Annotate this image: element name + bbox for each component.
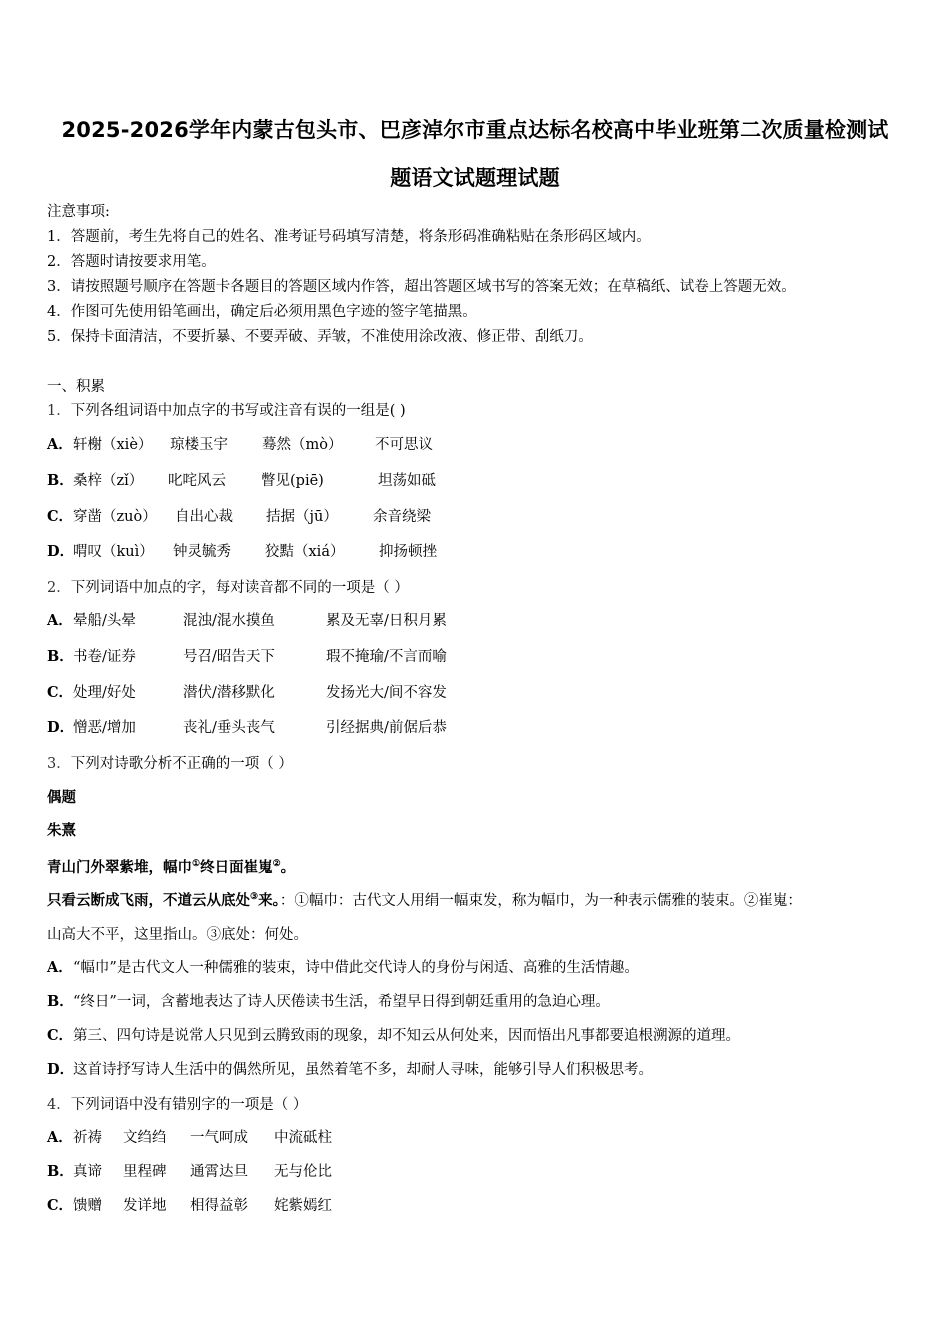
q1-option-d xyxy=(47,542,437,562)
footnote-mark: ① xyxy=(192,859,201,869)
option-cell: 通霄达旦 xyxy=(190,1164,248,1180)
poem-text: 青山门外翠紫堆，幅巾 xyxy=(47,858,192,876)
option-cell: 累及无辜/日积月累 xyxy=(326,613,447,629)
option-cell: 中流砥柱 xyxy=(274,1130,332,1146)
option-cell: 坦荡如砥 xyxy=(378,473,436,489)
option-cell: 喟叹（kuì） xyxy=(73,544,154,560)
q1-option-c xyxy=(47,507,431,527)
poem-text: 只看云断成飞雨，不道云从底处 xyxy=(47,891,250,909)
question-4-stem xyxy=(47,1095,307,1115)
poem-text: 来。 xyxy=(258,891,280,909)
option-cell: 穿凿（zuò） xyxy=(73,509,157,525)
option-label: A． xyxy=(47,959,73,976)
option-cell: 狡黠（xiá） xyxy=(265,544,345,560)
option-text: 这首诗抒写诗人生活中的偶然所见，虽然着笔不多，却耐人寻味，能够引导人们积极思考。 xyxy=(73,1062,653,1078)
option-cell: 憎恶/增加 xyxy=(73,720,136,736)
option-label: C． xyxy=(47,508,74,525)
option-cell: 书卷/证券 xyxy=(73,649,136,665)
option-cell: 琼楼玉宇 xyxy=(170,437,228,453)
q3-option-b xyxy=(47,992,610,1012)
option-text: “幅巾”是古代文人一种儒雅的装束，诗中借此交代诗人的身份与闲适、高雅的生活情趣。 xyxy=(73,960,639,976)
q4-option-c xyxy=(47,1196,332,1216)
option-cell: 抑扬顿挫 xyxy=(379,544,437,560)
q2-option-b xyxy=(47,647,447,667)
poem-line-1 xyxy=(47,854,295,878)
question-number: 3． xyxy=(47,756,71,772)
q3-option-a xyxy=(47,958,639,978)
option-cell: 里程碑 xyxy=(123,1164,167,1180)
option-cell: 无与伦比 xyxy=(274,1164,332,1180)
option-cell: 混浊/混水摸鱼 xyxy=(183,613,275,629)
question-2-stem xyxy=(47,578,409,598)
question-text: 下列对诗歌分析不正确的一项（ ） xyxy=(70,756,293,772)
q2-option-a xyxy=(47,611,447,631)
option-label: C． xyxy=(47,1197,74,1214)
option-label: C． xyxy=(47,684,74,701)
poem-line-2 xyxy=(47,887,802,911)
option-cell: 瑕不掩瑜/不言而喻 xyxy=(326,649,447,665)
option-cell: 丧礼/垂头丧气 xyxy=(183,720,275,736)
question-number: 1． xyxy=(47,403,71,419)
option-text: 第三、四句诗是说常人只见到云腾致雨的现象，却不知云从何处来，因而悟出凡事都要追根溯源的道理。 xyxy=(73,1028,740,1044)
notes-heading: 注意事项: xyxy=(47,204,110,220)
doc-title-line-1: 2025-2026学年内蒙古包头市、巴彦淖尔市重点达标名校高中毕业班第二次质量检测试 xyxy=(61,118,889,142)
question-text: 下列词语中没有错别字的一项是（ ） xyxy=(70,1097,308,1113)
question-number: 4． xyxy=(47,1097,71,1113)
option-cell: 拮据（jū） xyxy=(266,509,338,525)
note-item: 5．保持卡面清洁，不要折暴、不要弄破、弄皱，不准使用涂改液、修正带、刮纸刀。 xyxy=(47,329,593,345)
option-cell: 瞥见(piē) xyxy=(261,473,324,489)
option-cell: 发详地 xyxy=(123,1198,167,1214)
option-cell: 相得益彰 xyxy=(190,1198,248,1214)
footnote-mark: ② xyxy=(272,859,281,869)
option-cell: 轩榭（xiè） xyxy=(73,437,153,453)
option-label: B． xyxy=(47,648,74,665)
option-cell: 一气呵成 xyxy=(190,1130,248,1146)
question-1-stem xyxy=(47,401,406,421)
option-cell: 引经据典/前倨后恭 xyxy=(326,720,447,736)
option-cell: 处理/好处 xyxy=(73,685,136,701)
option-cell: 潜伏/潜移默化 xyxy=(183,685,275,701)
option-label: B． xyxy=(47,472,74,489)
option-cell: 余音绕梁 xyxy=(373,509,431,525)
note-item: 4．作图可先使用铅笔画出，确定后必须用黑色字迹的签字笔描黑。 xyxy=(47,304,477,320)
option-label: A． xyxy=(47,612,73,629)
option-cell: 号召/昭告天下 xyxy=(183,649,275,665)
option-cell: 发扬光大/间不容发 xyxy=(326,685,447,701)
question-text: 下列各组词语中加点字的书写或注音有误的一组是( ) xyxy=(70,403,406,419)
poem-notes: ：①幅巾：古代文人用绢一幅束发，称为幅巾，为一种表示儒雅的装束。②崔嵬： xyxy=(279,892,802,909)
note-item: 3．请按照题号顺序在答题卡各题目的答题区域内作答，超出答题区域书写的答案无效；在草稿纸、试卷上答题无效。 xyxy=(47,279,796,295)
option-cell: 晕船/头晕 xyxy=(73,613,136,629)
option-label: D． xyxy=(47,1061,75,1078)
poem-text: 终日面崔嵬 xyxy=(200,858,273,876)
q2-option-c xyxy=(47,683,447,703)
q4-option-b xyxy=(47,1162,332,1182)
q3-option-d xyxy=(47,1060,653,1080)
question-text: 下列词语中加点的字，每对读音都不同的一项是（ ） xyxy=(70,580,409,596)
option-cell: 祈祷 xyxy=(73,1130,102,1146)
option-cell: 姹紫嫣红 xyxy=(274,1198,332,1214)
option-cell: 叱咤风云 xyxy=(168,473,226,489)
doc-title-line-2: 题语文试题理试题 xyxy=(390,166,560,190)
option-label: B． xyxy=(47,993,74,1010)
section-heading: 一、积累 xyxy=(47,379,105,395)
q1-option-b xyxy=(47,471,436,491)
option-cell: 钟灵毓秀 xyxy=(173,544,231,560)
option-label: D． xyxy=(47,543,75,560)
option-cell: 自出心裁 xyxy=(175,509,233,525)
option-label: B． xyxy=(47,1163,74,1180)
poem-text: 。 xyxy=(280,858,296,876)
q3-option-c xyxy=(47,1026,740,1046)
q2-option-d xyxy=(47,718,447,738)
option-cell: 不可思议 xyxy=(375,437,433,453)
poem-author: 朱熹 xyxy=(47,822,76,839)
q1-option-a xyxy=(47,435,433,455)
option-label: D． xyxy=(47,719,75,736)
q4-option-a xyxy=(47,1128,332,1148)
option-cell: 桑梓（zǐ） xyxy=(73,473,144,489)
option-label: C． xyxy=(47,1027,74,1044)
question-3-stem xyxy=(47,754,293,774)
option-cell: 真谛 xyxy=(73,1164,102,1180)
note-item: 1．答题前，考生先将自己的姓名、准考证号码填写清楚，将条形码准确粘贴在条形码区域内。 xyxy=(47,229,651,245)
option-text: “终日”一词，含蓄地表达了诗人厌倦读书生活，希望早日得到朝廷重用的急迫心理。 xyxy=(73,994,610,1010)
question-number: 2． xyxy=(47,580,71,596)
note-item: 2．答题时请按要求用笔。 xyxy=(47,254,216,270)
poem-title: 偶题 xyxy=(47,789,76,806)
footnote-mark: ③ xyxy=(250,892,259,902)
option-cell: 馈赠 xyxy=(73,1198,102,1214)
option-label: A． xyxy=(47,1129,73,1146)
option-label: A． xyxy=(47,436,73,453)
poem-notes-continued: 山高大不平，这里指山。③底处：何处。 xyxy=(47,927,308,943)
option-cell: 蓦然（mò） xyxy=(262,437,343,453)
option-cell: 文绉绉 xyxy=(123,1130,167,1146)
